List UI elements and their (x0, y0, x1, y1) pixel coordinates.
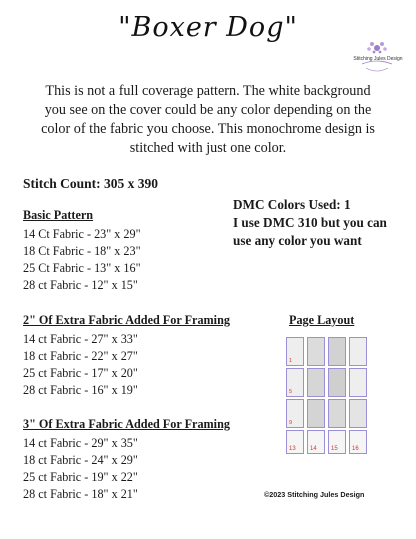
page-layout-title: Page Layout (289, 313, 355, 327)
dmc-line-3: use any color you want (233, 233, 362, 248)
basic-pattern-section (23, 208, 141, 294)
basic-row: 25 Ct Fabric - 13" x 16" (23, 261, 141, 275)
layout-page-label: 16 (352, 446, 359, 452)
layout-page (328, 399, 346, 428)
layout-page-9 (286, 399, 304, 428)
layout-page-label: 1 (289, 358, 293, 364)
layout-page-label: 14 (310, 446, 317, 452)
layout-page (349, 337, 367, 366)
layout-page (349, 399, 367, 428)
layout-page-label: 13 (289, 446, 296, 452)
layout-page-label: 9 (289, 420, 293, 426)
layout-page-14 (307, 430, 325, 454)
layout-page (328, 368, 346, 397)
layout-page-label: 5 (289, 389, 293, 395)
three-inch-section (23, 417, 230, 503)
three-inch-row: 25 ct Fabric - 19" x 22" (23, 470, 138, 484)
two-inch-row: 14 ct Fabric - 27" x 33" (23, 332, 138, 346)
three-inch-row: 18 ct Fabric - 24" x 29" (23, 453, 138, 467)
layout-page-label: 15 (331, 446, 338, 452)
basic-row: 14 Ct Fabric - 23" x 29" (23, 227, 141, 241)
layout-page-1 (286, 337, 304, 366)
layout-page (307, 368, 325, 397)
three-inch-row: 14 ct Fabric - 29" x 35" (23, 436, 138, 450)
layout-page (349, 368, 367, 397)
layout-page-5 (286, 368, 304, 397)
layout-page-13 (286, 430, 304, 454)
two-inch-row: 25 ct Fabric - 17" x 20" (23, 366, 138, 380)
three-inch-heading: 3" Of Extra Fabric Added For Framing (23, 417, 230, 431)
dmc-line-2: I use DMC 310 but you can (233, 215, 387, 230)
dmc-line-1: DMC Colors Used: 1 (233, 197, 351, 212)
intro-paragraph: This is not a full coverage pattern. The white background you see on the cover could be any color depending on the color of the fabric you choose. This monochrome design is stitched with just one color. (41, 83, 375, 156)
layout-page (307, 399, 325, 428)
layout-page (328, 337, 346, 366)
logo-text: Stitching Jules Design (353, 56, 403, 62)
dmc-colors (233, 196, 387, 250)
layout-page-15 (328, 430, 346, 454)
basic-row: 18 Ct Fabric - 18" x 23" (23, 244, 141, 258)
two-inch-section (23, 313, 230, 399)
layout-page (307, 337, 325, 366)
basic-row: 28 ct Fabric - 12" x 15" (23, 278, 138, 292)
two-inch-row: 18 ct Fabric - 22" x 27" (23, 349, 138, 363)
two-inch-row: 28 ct Fabric - 16" x 19" (23, 383, 138, 397)
page-layout-grid (286, 337, 369, 457)
stitch-count: Stitch Count: 305 x 390 (23, 176, 159, 191)
page-title: "Boxer Dog" (118, 12, 298, 43)
basic-pattern-heading: Basic Pattern (23, 208, 94, 222)
layout-page-16 (349, 430, 367, 454)
copyright: ©2023 Stitching Jules Design (264, 490, 365, 499)
two-inch-heading: 2" Of Extra Fabric Added For Framing (23, 313, 230, 327)
three-inch-row: 28 ct Fabric - 18" x 21" (23, 487, 138, 501)
